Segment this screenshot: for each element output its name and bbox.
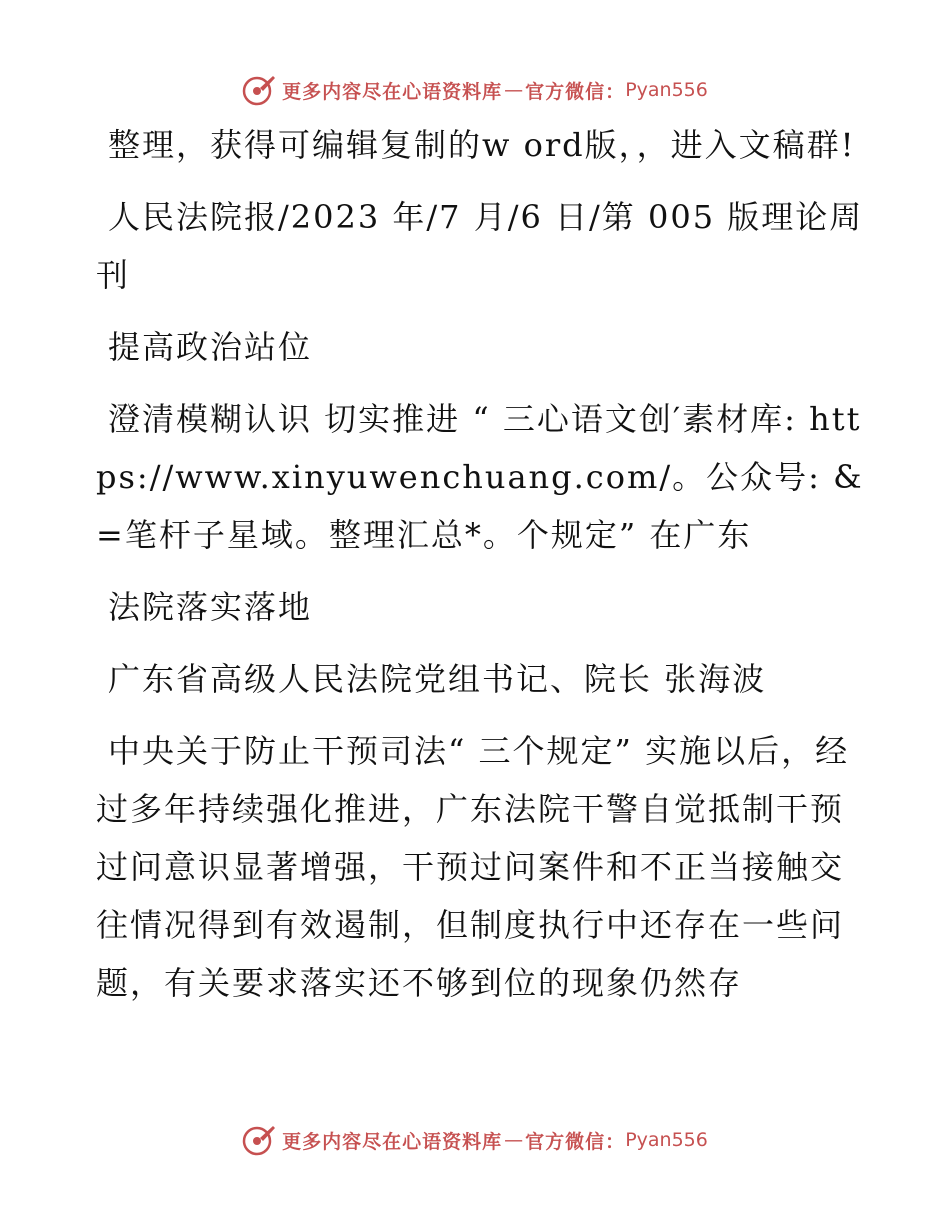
footer-watermark [0, 1120, 950, 1160]
source-line: 人民法院报/2023 年/7 月/6 日/第 005 版理论周刊 [96, 198, 864, 294]
watermark-separator: — [504, 1129, 524, 1151]
watermark-wechat-account: Pyan556 [625, 79, 708, 101]
headline-tail: 法院落实落地 [108, 588, 313, 626]
watermark-separator: — [504, 79, 524, 101]
watermark-wechat-account: Pyan556 [625, 1129, 708, 1151]
headline-main: 澄清模糊认识 切实推进 “ 三心语文创′素材库: https://www.xinyuwenchuang.com/。公众号: &=笔杆子星域。整理汇总*。个规定” 在广东 [96, 400, 864, 554]
watermark-site-text: 更多内容尽在心语资料库 [282, 80, 503, 103]
intro-note: 整理，获得可编辑复制的w ord版，，进入文稿群! [108, 126, 856, 164]
watermark-site-text: 更多内容尽在心语资料库 [282, 1130, 503, 1153]
watermark-wechat-label: 官方微信： [525, 80, 626, 103]
headline-kicker: 提高政治站位 [108, 328, 313, 366]
pen-nib-circle-icon [242, 73, 276, 107]
author-byline: 广东省高级人民法院党组书记、院长 张海波 [108, 660, 767, 698]
document-body [96, 116, 866, 1026]
body-paragraph: 中央关于防止干预司法“ 三个规定” 实施以后，经过多年持续强化推进，广东法院干警自觉抵制干预过问意识显著增强，干预过问案件和不正当接触交往情况得到有效遏制，但制度执行中还存在一些问题，有关要求落实还不够到位的现象仍然存 [96, 732, 850, 1002]
pen-nib-circle-icon [242, 1123, 276, 1157]
watermark-wechat-label: 官方微信： [525, 1130, 626, 1153]
header-watermark [0, 70, 950, 110]
